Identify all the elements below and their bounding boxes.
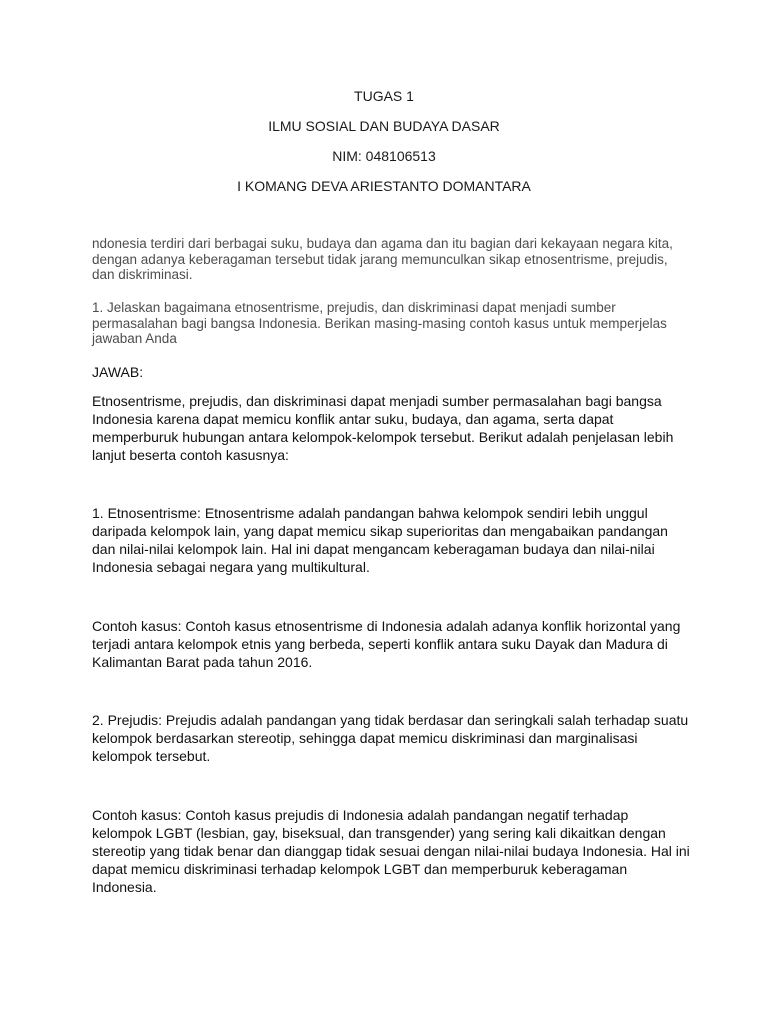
context-paragraph: ndonesia terdiri dari berbagai suku, budaya dan agama dan itu bagian dari kekayaan negara kita, dengan adanya keberagaman tersebut tidak jarang memunculkan sikap etnosentrisme, prejudis, dan diskriminasi.	[92, 236, 673, 282]
point-etnosentrisme: 1. Etnosentrisme: Etnosentrisme adalah pandangan bahwa kelompok sendiri lebih unggul daripada kelompok lain, yang dapat memicu sikap superioritas dan mengabaikan pandangan dan nilai-nilai kelompok lain. Hal ini dapat mengancam keberagaman budaya dan nilai-nilai Indonesia sebagai negara yang multikultural.	[92, 505, 668, 575]
student-name: I KOMANG DEVA ARIESTANTO DOMANTARA	[237, 178, 531, 194]
course-name: ILMU SOSIAL DAN BUDAYA DASAR	[268, 118, 500, 134]
example-etnosentrisme: Contoh kasus: Contoh kasus etnosentrisme di Indonesia adalah adanya konflik horizontal yang terjadi antara kelompok etnis yang berbeda, seperti konflik antara suku Dayak dan Madura di Kalimantan Barat pada tahun 2016.	[92, 618, 681, 670]
answer-label: JAWAB:	[92, 364, 144, 380]
example-prejudis: Contoh kasus: Contoh kasus prejudis di Indonesia adalah pandangan negatif terhadap kelompok LGBT (lesbian, gay, biseksual, dan transgender) yang sering kali dikaitkan dengan stereotip yang tidak benar dan dianggap tidak sesuai dengan nilai-nilai budaya Indonesia. Hal ini dapat memicu diskriminasi terhadap kelompok LGBT dan memperburuk keberagaman Indonesia.	[92, 807, 690, 895]
answer-opening: Etnosentrisme, prejudis, dan diskriminasi dapat menjadi sumber permasalahan bagi bangsa Indonesia karena dapat memicu konflik antar suku, budaya, dan agama, serta dapat memperburuk hubungan antara kelompok-kelompok tersebut. Berikut adalah penjelasan lebih lanjut beserta contoh kasusnya:	[92, 393, 674, 463]
point-prejudis: 2. Prejudis: Prejudis adalah pandangan yang tidak berdasar dan seringkali salah terhadap suatu kelompok berdasarkan stereotip, sehingga dapat memicu diskriminasi dan marginalisasi kelompok tersebut.	[92, 712, 689, 764]
student-nim: NIM: 048106513	[332, 148, 436, 164]
doc-title: TUGAS 1	[354, 88, 414, 104]
question-paragraph: 1. Jelaskan bagaimana etnosentrisme, prejudis, dan diskriminasi dapat menjadi sumber permasalahan bagi bangsa Indonesia. Berikan masing-masing contoh kasus untuk memperjelas jawaban Anda	[92, 300, 667, 346]
